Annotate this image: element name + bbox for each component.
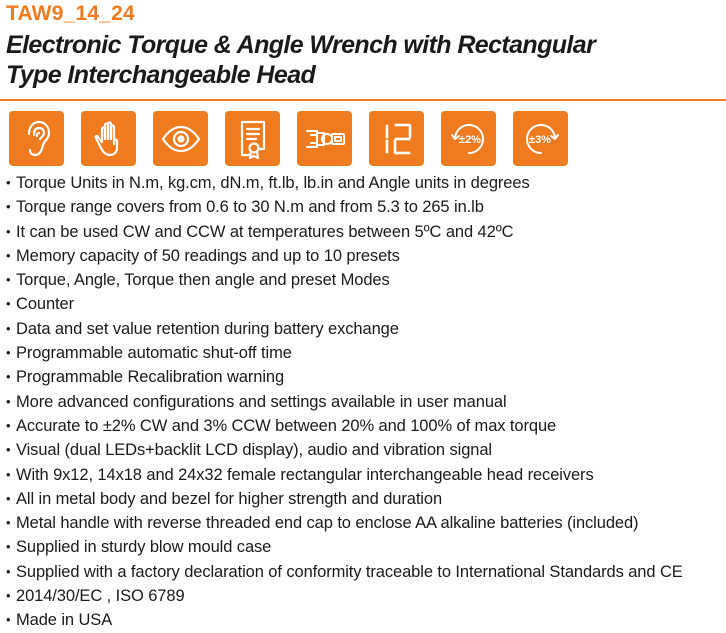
list-item: • More advanced configurations and settings available in user manual — [6, 392, 507, 411]
list-item: • Programmable Recalibration warning — [6, 368, 285, 387]
list-item: • Visual (dual LEDs+backlit LCD display), audio and vibration signal — [6, 441, 492, 460]
title-line-1: Electronic Torque & Angle Wrench with Rectangular — [6, 31, 596, 59]
feature-list — [6, 171, 683, 633]
list-item: • Supplied in sturdy blow mould case — [6, 538, 272, 557]
list-item: • It can be used CW and CCW at temperatures between 5ºC and 42ºC — [6, 222, 514, 241]
feature-icon-bar — [9, 111, 568, 167]
list-item: • Supplied with a factory declaration of conformity traceable to International Standards and CE — [6, 562, 683, 581]
product-code: TAW9_14_24 — [6, 2, 135, 25]
list-item: • Memory capacity of 50 readings and up to 10 presets — [6, 246, 400, 265]
product-title — [6, 30, 721, 90]
eye-icon — [153, 111, 208, 166]
list-item: • With 9x12, 14x18 and 24x32 female rectangular interchangeable head receivers — [6, 465, 594, 484]
list-item: • Torque, Angle, Torque then angle and preset Modes — [6, 271, 390, 290]
digital-display-icon — [369, 111, 424, 166]
accuracy-cw-icon — [441, 111, 496, 166]
accuracy-ccw-label: ±3% — [528, 133, 551, 146]
accuracy-ccw-icon — [513, 111, 568, 166]
list-item: • Torque Units in N.m, kg.cm, dN.m, ft.lb, lb.in and Angle units in degrees — [6, 174, 530, 192]
list-item: • Accurate to ±2% CW and 3% CCW between 20% and 100% of max torque — [6, 416, 557, 435]
list-item: • Metal handle with reverse threaded end cap to enclose AA alkaline batteries (included) — [6, 514, 639, 533]
list-item: • Data and set value retention during battery exchange — [6, 319, 399, 338]
list-item: • Torque range covers from 0.6 to 30 N.m and from 5.3 to 265 in.lb — [6, 198, 484, 217]
list-item: • Made in USA — [6, 611, 113, 630]
header-divider — [0, 99, 726, 101]
hand-icon — [81, 111, 136, 166]
list-item: • Counter — [6, 295, 75, 314]
accuracy-cw-label: ±2% — [458, 133, 481, 146]
certificate-icon — [225, 111, 280, 166]
ear-icon — [9, 111, 64, 166]
list-item: • All in metal body and bezel for higher strength and duration — [6, 489, 443, 508]
list-item: • Programmable automatic shut-off time — [6, 344, 292, 363]
wrench-head-icon — [297, 111, 352, 166]
title-line-2: Type Interchangeable Head — [6, 61, 316, 89]
list-item: • 2014/30/EC , ISO 6789 — [6, 587, 185, 606]
